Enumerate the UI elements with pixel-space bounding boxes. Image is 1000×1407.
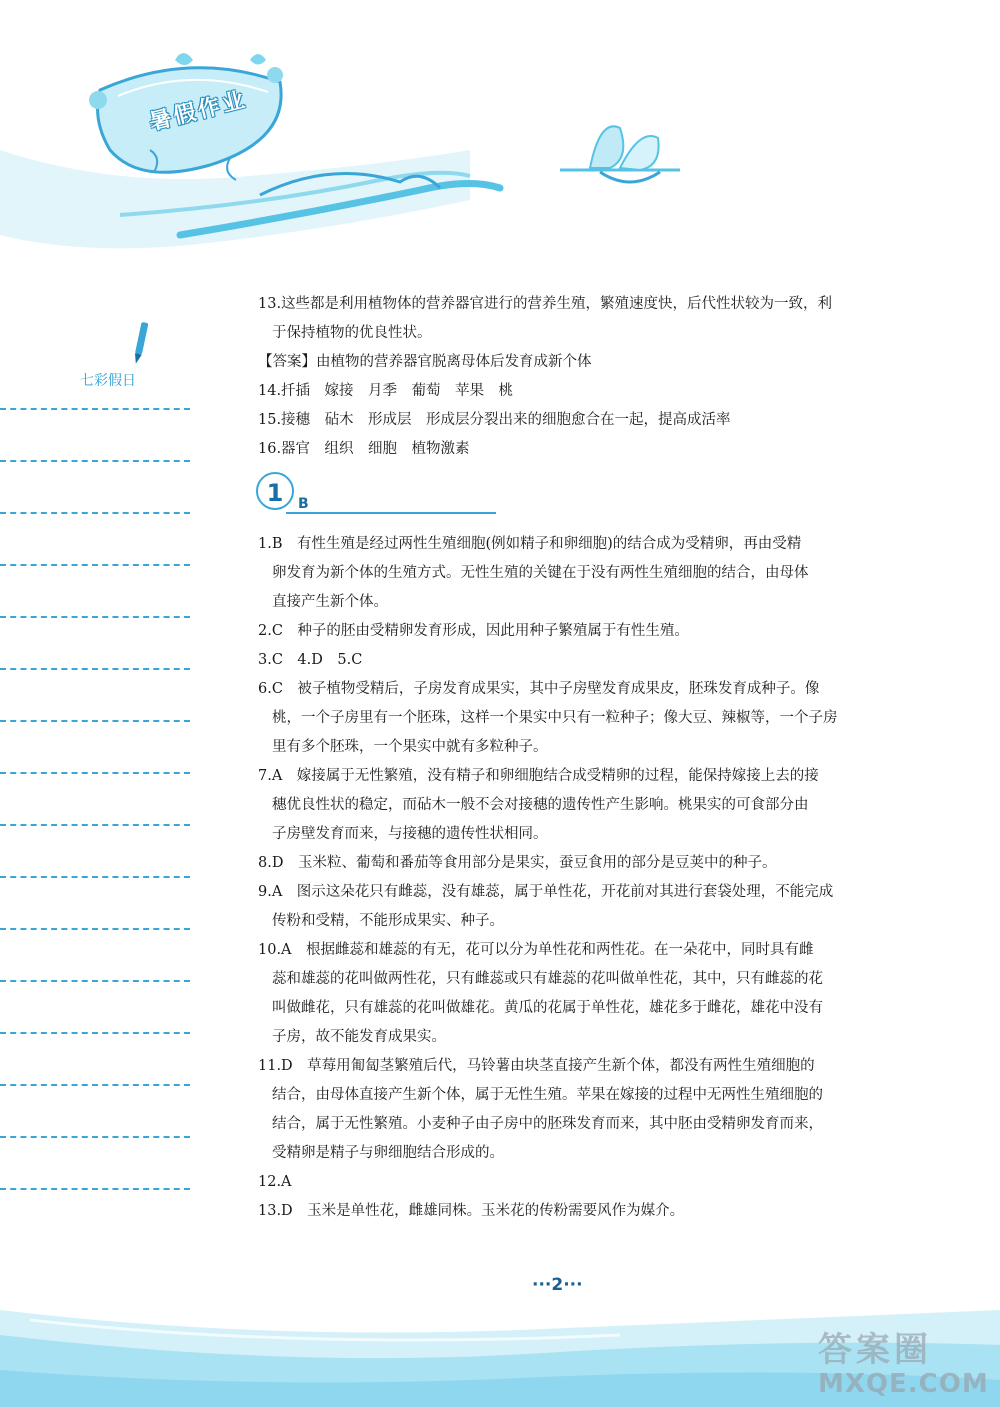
note-line (0, 408, 190, 460)
watermark-cn: 答案圈 (818, 1330, 932, 1370)
answer-line: 12.A (258, 1174, 292, 1190)
section-number: 1 (256, 472, 294, 510)
answer-item (258, 348, 888, 377)
answer-item (258, 1168, 888, 1197)
answer-line: 14.扦插 嫁接 月季 葡萄 苹果 桃 (258, 383, 514, 399)
answer-item (258, 290, 888, 348)
answer-line-continued: 直接产生新个体。 (272, 594, 388, 610)
sidebar-label: 七彩假日 (80, 373, 136, 389)
answer-item (258, 1052, 888, 1168)
answer-item (258, 849, 888, 878)
sidebar-note-lines (0, 408, 190, 1240)
answer-item (258, 435, 888, 464)
note-line (0, 512, 190, 564)
answer-item (258, 936, 888, 1052)
note-line (0, 928, 190, 980)
note-line (0, 1084, 190, 1136)
answer-line: 11.D 草莓用匍匐茎繁殖后代，马铃薯由块茎直接产生新个体，都没有两性生殖细胞的 (258, 1058, 815, 1074)
site-watermark (818, 1322, 989, 1399)
answer-line: 6.C 被子植物受精后，子房发育成果实，其中子房壁发育成果皮，胚珠发育成种子。像 (258, 681, 820, 697)
answer-item (258, 1197, 888, 1226)
answer-content (258, 290, 888, 1226)
answer-line-continued: 卵发育为新个体的生殖方式。无性生殖的关键在于没有两性生殖细胞的结合，由母体 (272, 565, 809, 581)
note-line (0, 824, 190, 876)
answer-line: 16.器官 组织 细胞 植物激素 (258, 441, 470, 457)
answer-item (258, 675, 888, 762)
answer-item (258, 878, 888, 936)
note-line (0, 564, 190, 616)
answer-line: 1.B 有性生殖是经过两性生殖细胞(例如精子和卵细胞)的结合成为受精卵，再由受精 (258, 536, 802, 552)
answer-item (258, 377, 888, 406)
note-line (0, 980, 190, 1032)
note-line (0, 772, 190, 824)
answer-list-previous (258, 290, 888, 464)
answer-line-continued: 受精卵是精子与卵细胞结合形成的。 (272, 1145, 504, 1161)
note-line (0, 668, 190, 720)
answer-line-continued: 子房壁发育而来，与接穗的遗传性状相同。 (272, 826, 548, 842)
answer-line: 13.这些都是利用植物体的营养器官进行的营养生殖，繁殖速度快，后代性状较为一致，利 (258, 296, 833, 312)
header-decoration (0, 0, 1000, 260)
watermark-domain: MXQE.COM (818, 1369, 989, 1399)
note-line (0, 1032, 190, 1084)
answer-item (258, 530, 888, 617)
note-line (0, 1136, 190, 1188)
answer-line: 13.D 玉米是单性花，雌雄同株。玉米花的传粉需要风作为媒介。 (258, 1203, 685, 1219)
answer-line: 10.A 根据雌蕊和雄蕊的有无，花可以分为单性花和两性花。在一朵花中，同时具有雌 (258, 942, 814, 958)
answer-line: 7.A 嫁接属于无性繁殖，没有精子和卵细胞结合成受精卵的过程，能保持嫁接上去的接 (258, 768, 819, 784)
answer-line: 3.C 4.D 5.C (258, 652, 363, 668)
answer-line-continued: 结合，属于无性繁殖。小麦种子由子房中的胚珠发育而来，其中胚由受精卵发育而来， (272, 1116, 823, 1132)
section-underline (286, 512, 496, 514)
answer-line-continued: 子房，故不能发育成果实。 (272, 1029, 446, 1045)
answer-line-continued: 里有多个胚珠，一个果实中就有多粒种子。 (272, 739, 548, 755)
answer-line: 9.A 图示这朵花只有雌蕊，没有雄蕊，属于单性花，开花前对其进行套袋处理，不能完成 (258, 884, 834, 900)
section-badge (256, 468, 888, 520)
answer-line-continued: 传粉和受精，不能形成果实、种子。 (272, 913, 504, 929)
answer-item (258, 762, 888, 849)
answer-line: 【答案】由植物的营养器官脱离母体后发育成新个体 (258, 354, 592, 370)
note-line (0, 616, 190, 668)
answer-item (258, 646, 888, 675)
answer-line: 8.D 玉米粒、葡萄和番茄等食用部分是果实，蚕豆食用的部分是豆荚中的种子。 (258, 855, 777, 871)
header-title: 暑假作业 (146, 87, 251, 136)
answer-line-continued: 穗优良性状的稳定，而砧木一般不会对接穗的遗传性产生影响。桃果实的可食部分由 (272, 797, 809, 813)
answer-item (258, 617, 888, 646)
answer-list-section (258, 530, 888, 1226)
answer-line-continued: 于保持植物的优良性状。 (272, 325, 432, 341)
answer-line-continued: 蕊和雄蕊的花叫做两性花，只有雌蕊或只有雄蕊的花叫做单性花，其中，只有雌蕊的花 (272, 971, 823, 987)
answer-line-continued: 叫做雌花，只有雄蕊的花叫做雄花。黄瓜的花属于单性花，雄花多于雌花，雄花中没有 (272, 1000, 823, 1016)
answer-line-continued: 桃，一个子房里有一个胚珠，这样一个果实中只有一粒种子；像大豆、辣椒等，一个子房 (272, 710, 838, 726)
section-letter: B (298, 496, 309, 512)
answer-line: 15.接穗 砧木 形成层 形成层分裂出来的细胞愈合在一起，提高成活率 (258, 412, 731, 428)
answer-line-continued: 结合，由母体直接产生新个体，属于无性生殖。苹果在嫁接的过程中无两性生殖细胞的 (272, 1087, 823, 1103)
answer-item (258, 406, 888, 435)
note-line (0, 1188, 190, 1240)
page-number: ···2··· (532, 1275, 583, 1295)
note-line (0, 460, 190, 512)
pen-icon (128, 320, 152, 368)
note-line (0, 876, 190, 928)
answer-line: 2.C 种子的胚由受精卵发育形成，因此用种子繁殖属于有性生殖。 (258, 623, 689, 639)
note-line (0, 720, 190, 772)
